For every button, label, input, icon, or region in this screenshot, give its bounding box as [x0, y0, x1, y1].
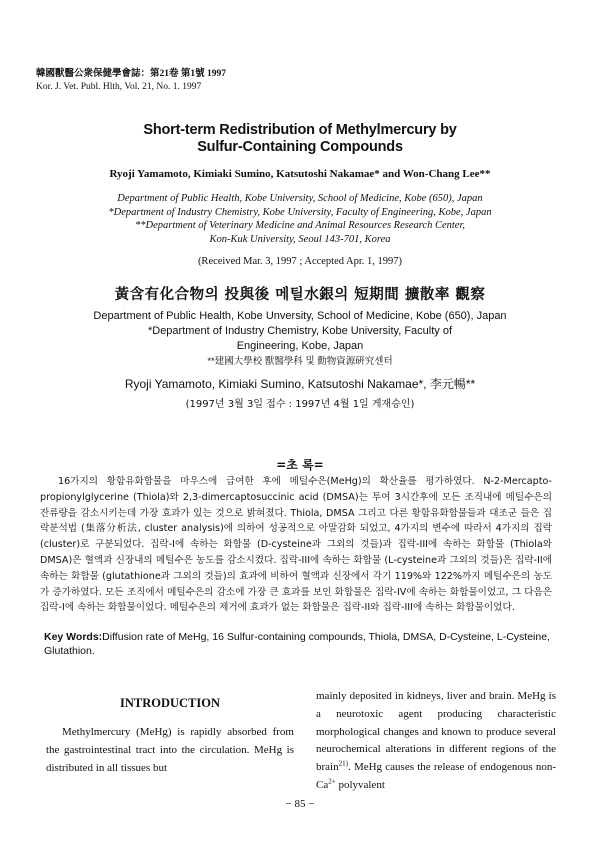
abstract-paragraph: 16가지의 황함유화합물을 마우스에 급여한 후에 메틸수은(MeHg)의 확산율를 평가하였다. N-2-Mercapto-propionylglycerine (Thiola)와 2,3-dimercaptosuccinic acid (DMSA)는 투여 3시간후에 모든 조직내에 메틸수은의 잔류량을 감소시키는데 가장 효과가 있는 것으로 밝혀졌다. Thiola, DMSA 그리고 다른 황함유화합물들과 대조군 들은 집락분석법 (集落分析法, cluster analysis)에 의하여 성공적으로 아말감화 되었고, 4가지의 변수에 따라서 4가지의 집락(cluster)로 구분되었다. 집락-I에 속하는 화합물 (D-cysteine과 그외의 것들)과 집락-III에 속하는 화합물 (Thiola와 DMSA)은 혈액과 신장내의 메틸수은 농도를 감소시켰다. 집락-III에 속하는 화합물 (L-cysteine과 그외의 것들)은 집락-II에 속하는 화합물 (glutathione과 그외의 것들)의 효과에 비하여 혈액과 신장에서 각기 119%와 122%까지 메틸수은의 농도가 증가하였다. 모든 조직에서 메틸수은의 감소에 가장 큰 효과를 보인 화합물은 집락-IV에 속하는 화합물이었고, 그 다음은 집락-I에 속하는 화합물이었다. 메틸수은의 제거에 효과가 없는 화합물은 집락-II와 집락-III에 속하는 화합물이었다. — [40, 476, 552, 614]
ion-charge: 2+ — [328, 777, 336, 786]
korean-affiliation-line: **建國大學校 獸醫學科 및 動物資源硏究센터 — [207, 356, 393, 367]
journal-english: Kor. J. Vet. Publ. Hlth, Vol. 21, No. 1. 1997 — [36, 82, 202, 92]
korean-dates: (1997년 3월 3일 접수 : 1997년 4월 1일 게재승인) — [185, 399, 415, 410]
left-column — [46, 724, 294, 777]
korean-affiliation-line: Department of Public Health, Kobe Unversity, School of Medicine, Kobe (650), Japan — [93, 310, 507, 322]
abstract-heading: =초 록= — [276, 458, 324, 472]
korean-affiliation-block — [0, 309, 600, 369]
affiliation-line: Department of Public Health, Kobe University, School of Medicine, Kobe (650), Japan — [117, 193, 483, 204]
journal-header — [36, 68, 226, 94]
affiliation-line: *Department of Industry Chemistry, Kobe University, Faculty of Engineering, Kobe, Japan — [108, 206, 492, 218]
received-dates: (Received Mar. 3, 1997 ; Accepted Apr. 1, 1997) — [197, 256, 403, 267]
korean-author-list: Ryoji Yamamoto, Kimiaki Sumino, Katsutoshi Nakamae*, 李元暢** — [124, 377, 476, 391]
keywords-text: Diffusion rate of MeHg, 16 Sulfur-containing compounds, Thiola, DMSA, D-Cysteine, L-Cysteine, Glutathion. — [44, 631, 550, 657]
intro-paragraph-left: Methylmercury (MeHg) is rapidly absorbed from the gastrointestinal tract into the circulation. MeHg is distributed in all tissues but — [46, 726, 294, 774]
author-list: Ryoji Yamamoto, Kimiaki Sumino, Katsutoshi Nakamae* and Won-Chang Lee** — [109, 168, 491, 180]
keywords-label: Key Words: — [44, 631, 103, 643]
intro-text: . MeHg causes the release of endogenous non-Ca — [316, 761, 556, 791]
affiliation-line: Kon-Kuk University, Seoul 143-701, Korea — [209, 233, 391, 245]
keywords — [44, 630, 556, 658]
intro-text: polyvalent — [335, 778, 385, 791]
intro-paragraph-right — [316, 688, 556, 795]
affiliation-block — [0, 192, 600, 246]
title-line-1: Short-term Redistribution of Methylmercury by — [143, 122, 457, 138]
korean-affiliation-line: *Department of Industry Chemistry, Kobe University, Faculty of — [147, 325, 453, 337]
reference-marker: 21) — [338, 759, 348, 768]
affiliation-line: **Department of Veterinary Medicine and Animal Resources Research Center, — [135, 220, 465, 231]
journal-korean: 韓國獸醫公衆保健學會誌：第21卷 第1號 1997 — [36, 69, 227, 79]
paper-title — [0, 122, 600, 156]
section-heading-introduction: INTRODUCTION — [119, 696, 220, 710]
title-line-2: Sulfur-Containing Compounds — [197, 139, 403, 155]
abstract-body — [40, 474, 552, 616]
page-number: − 85 − — [285, 798, 315, 810]
korean-title: 黃含有化合物의 投與後 메틸水銀의 短期間 擴散率 觀察 — [114, 287, 486, 303]
korean-affiliation-line: Engineering, Kobe, Japan — [236, 340, 364, 352]
right-column — [316, 688, 556, 795]
intro-text: mainly deposited in kidneys, liver and brain. MeHg is a neurotoxic agent producing characteristic morphological changes and known to produce several neurochemical alterations in different regions of the brain — [316, 690, 556, 774]
